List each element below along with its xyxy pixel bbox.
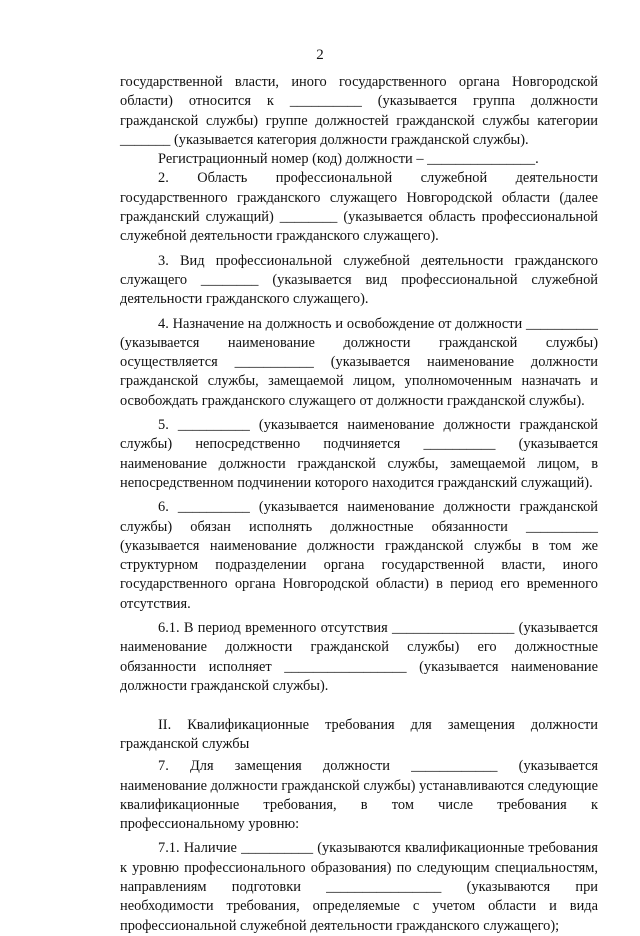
paragraph-3-kind: 3. Вид профессиональной служебной деятельности гражданского служащего ________ (указывается вид профессиональной служебной деятельности гражданского служащего). (120, 252, 598, 308)
paragraph-7-requirements: 7. Для замещения должности ____________ (указывается наименование должности гражданской службы) устанавливаются следующие квалификационные требования, в том числе требования к профессиональному уровню: (120, 758, 598, 833)
page-number: 2 (316, 47, 324, 63)
document-body (120, 73, 598, 936)
section-heading-qualification: II. Квалификационные требования для замещения должности гражданской службы (120, 717, 598, 752)
paragraph-4-appointment: 4. Назначение на должность и освобождение от должности __________ (указывается наименование должности гражданской службы) осуществляется ___________ (указывается наименование должности гражданской службы, замещаемой лицом, уполномоченным назначать и освобождать гражданского служащего от должности гражданской службы). (120, 315, 598, 409)
paragraph-7-1-education: 7.1. Наличие __________ (указываются квалификационные требования к уровню профессионального образования) по следующим специальностям, направлениям подготовки ________________ (указываются при необходимости требования, определяемые с учетом области и вида профессиональной служебной деятельности гражданского служащего); (120, 840, 598, 934)
paragraph-category: государственной власти, иного государственного органа Новгородской области) относится к __________ (указывается группа должности гражданской службы) группе должностей гражданской службы категории _______ (указывается категория должности гражданской службы). (120, 74, 598, 148)
paragraph-2-area: 2. Область профессиональной служебной деятельности государственного гражданского служащего Новгородской области (далее гражданский служащий) ________ (указывается область профессиональной служебной деятельности гражданского служащего). (120, 170, 598, 245)
paragraph-registration-number: Регистрационный номер (код) должности – _______________. (158, 151, 539, 168)
paragraph-5-subordination: 5. __________ (указывается наименование должности гражданской службы) непосредственно подчиняется __________ (указывается наименование должности гражданской службы, замещаемой лицом, в непосредственном подчинении которого находится гражданский служащий). (120, 417, 598, 491)
paragraph-6-duties: 6. __________ (указывается наименование должности гражданской службы) обязан исполнять должностные обязанности __________ (указывается наименование должности гражданской службы в том же структурном подразделении органа государственной власти, иного государственного органа Новгородской области) в период его временного отсутствия. (120, 499, 598, 612)
paragraph-6-1-substitution: 6.1. В период временного отсутствия _________________ (указывается наименование должности гражданской службы) его должностные обязанности исполняет _________________ (указывается наименование должности гражданской службы). (120, 620, 598, 694)
